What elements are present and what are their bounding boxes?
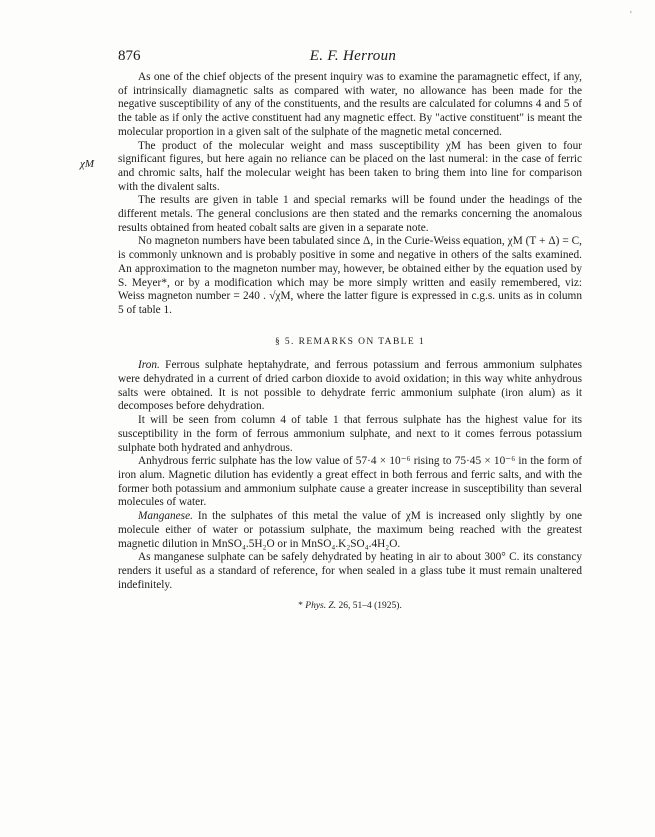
paragraph-text: Ferrous sulphate heptahydrate, and ferrous potassium and ferrous ammonium sulphates were dehydrated in a current of dried carbon dioxide to avoid oxidation; in this way white anhydrous salts were obtained. It is not possible to dehydrate ferric ammonium sulphate (iron alum) as it decomposes before dehydration. (118, 359, 582, 413)
paragraph-text: In the sulphates of this metal the value of χM is increased only slightly by one molecule either of water or potassium sulphate, the maximum being reached with the greatest magnetic dilution in MnSO₄.5H₂O or in MnSO₄.K₂SO₄.4H₂O. (118, 510, 582, 550)
footnote-mark: * (298, 601, 306, 612)
paragraph-text: Anhydrous ferric sulphate has the low value of 57·4 × 10⁻⁶ rising to 75·45 × 10⁻⁶ in the form of iron alum. Magnetic dilution has evidently a great effect in both ferrous and ferric salts, and with the former both potassium and ammonium sulphate cause a greater increase in susceptibility than several molecules of water. (118, 455, 582, 509)
footnote-journal: Phys. Z. (305, 601, 337, 612)
paragraph-lead: Iron. (138, 359, 160, 372)
paragraph (118, 551, 582, 592)
section-title: § 5. REMARKS ON TABLE 1 (274, 336, 426, 347)
paragraph: The results are given in table 1 and special remarks will be found under the headings of the different metals. The general conclusions are then stated and the remarks concerning the anomalous results obtained from heated cobalt salts are given in a separate note. (118, 194, 582, 234)
body-text (118, 71, 582, 614)
paragraph (118, 455, 582, 510)
paragraph: As one of the chief objects of the present inquiry was to examine the paramagnetic effect, if any, of intrinsically diamagnetic salts as compared with water, no allowance has been made for the negative susceptibility of any of the constituents, and the results are calculated for columns 4 and 5 of the table as if only the active constituent had any magnetic effect. By "active constituent" is meant the molecular proportion in a given salt of the sulphate of the magnetic metal concerned. (118, 71, 582, 138)
page-number: 876 (118, 48, 141, 64)
paragraph-text: It will be seen from column 4 of table 1 that ferrous sulphate has the highest value for its susceptibility in the form of ferrous ammonium sulphate, and next to it comes ferrous potassium sulphate both hydrated and anhydrous. (118, 414, 582, 454)
margin-note: χM (80, 158, 95, 170)
page-header (118, 48, 588, 70)
paragraph (118, 510, 582, 551)
paragraph-text: As manganese sulphate can be safely dehydrated by heating in air to about 300° C. its constancy renders it useful as a standard of reference, for when sealed in a glass tube it must remain unaltered indefinitely. (118, 551, 582, 591)
paragraph: No magneton numbers have been tabulated since Δ, in the Curie-Weiss equation, χM (T + Δ) = C, is commonly unknown and is probably positive in some and negative in others of the salts examined. An approximation to the magneton number may, however, be obtained either by the equation used by S. Meyer*, or by a modification which may be more simply written and easily remembered, viz: Weiss magneton number = 240 . √χM, where the latter figure is expressed in c.g.s. units as in column 5 of table 1. (118, 235, 582, 316)
paragraph (118, 414, 582, 455)
footnote-ref: 26, 51–4 (1925). (336, 601, 402, 612)
corner-mark: ' (630, 10, 632, 21)
running-head: E. F. Herroun (309, 48, 397, 64)
paragraph (118, 359, 582, 414)
paragraph-lead: Manganese. (138, 510, 193, 523)
paragraph: The product of the molecular weight and mass susceptibility χM has been given to four significant figures, but here again no reliance can be placed on the last numeral: in the case of ferric and chromic salts, half the molecular weight has been taken to bring them into line for comparison with the divalent salts. (118, 139, 582, 193)
footnote (118, 600, 582, 614)
